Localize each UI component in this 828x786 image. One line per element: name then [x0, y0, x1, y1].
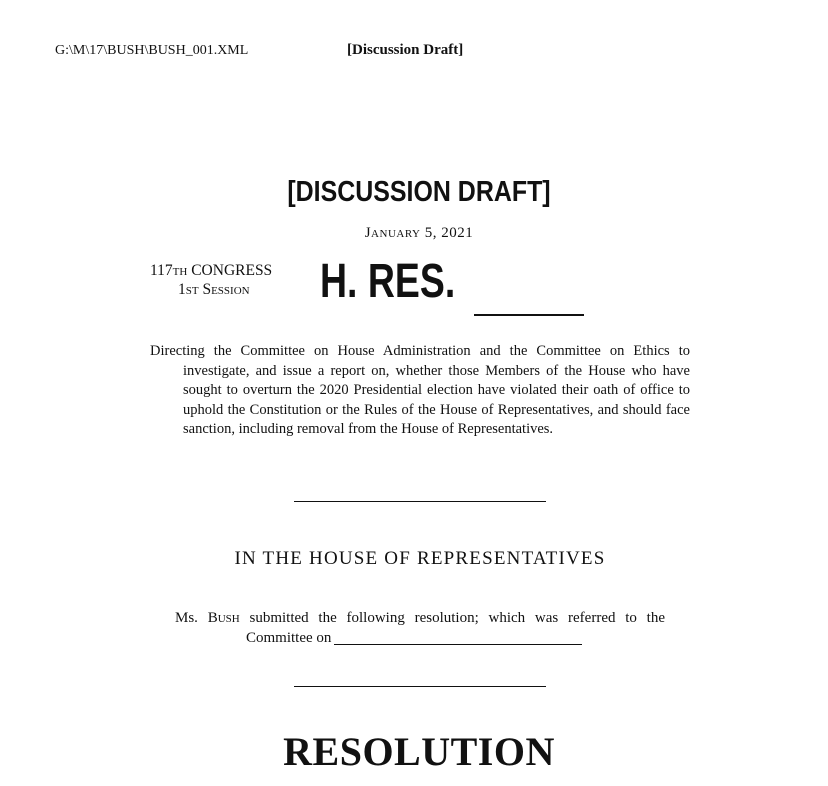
sponsor-prefix: Ms. [175, 610, 198, 626]
introduction-paragraph [175, 608, 665, 648]
chamber-heading: IN THE HOUSE OF REPRESENTATIVES [234, 548, 606, 569]
header-draft-label: [Discussion Draft] [347, 42, 464, 58]
divider-rule [294, 501, 546, 502]
discussion-draft-title: [DISCUSSION DRAFT] [287, 176, 551, 208]
official-title-text: Directing the Committee on House Administration and the Committee on Ethics to investigate, and issue a report on, whether those Members of the House who have sought to overturn the 2020 Presidential election have violated their oath of office to uphold the Constitution or the Rules of the House of Representatives, and should face sanction, including removal from the House of Representatives. [150, 343, 690, 438]
draft-date: January 5, 2021 [364, 225, 474, 241]
committee-blank [334, 644, 582, 645]
bill-number-blank [474, 314, 584, 316]
resolution-heading: RESOLUTION [283, 729, 555, 774]
sponsor-name: Bush [207, 610, 240, 626]
session-number: 1st Session [178, 281, 250, 298]
file-path: G:\M\17\BUSH\BUSH_001.XML [55, 43, 249, 58]
congress-number: 117th CONGRESS [150, 262, 273, 279]
bill-type: H. RES. [320, 255, 456, 308]
referral-text: submitted the following resolution; which was referred to the Committee on [246, 610, 665, 646]
divider-rule [294, 686, 546, 687]
official-title [150, 342, 690, 440]
